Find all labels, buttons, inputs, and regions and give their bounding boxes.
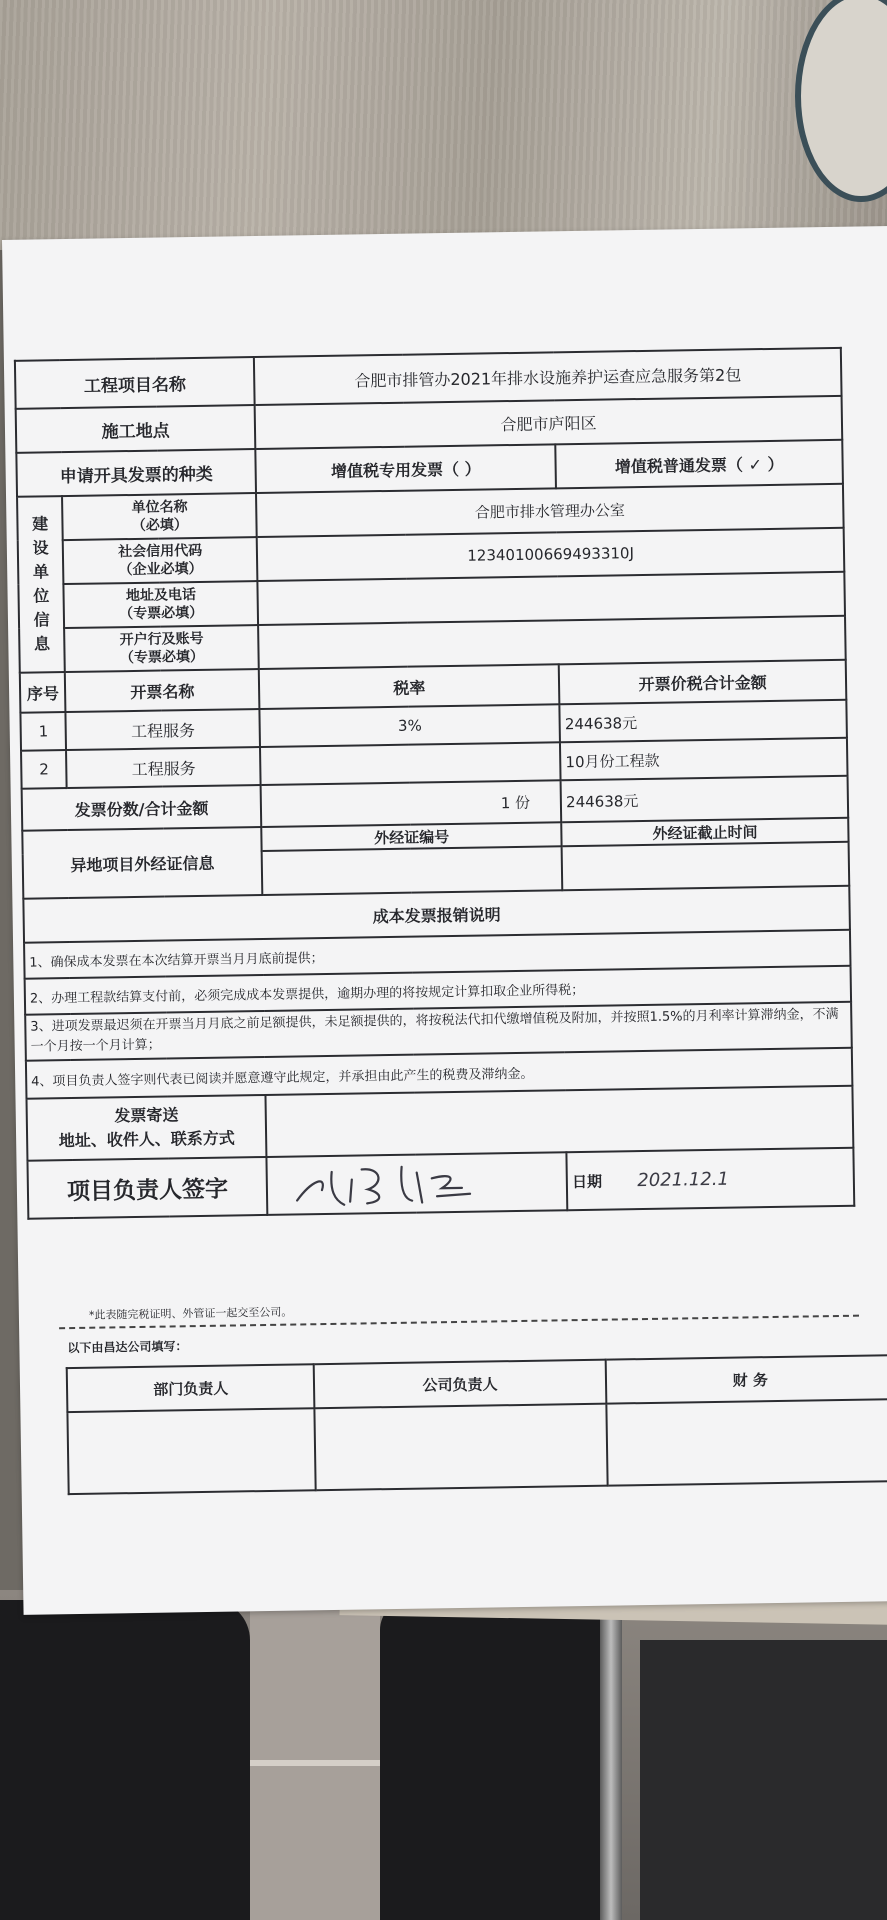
item-no: 1 xyxy=(20,712,66,751)
finance-sign[interactable] xyxy=(606,1399,887,1486)
company-head-label: 公司负责人 xyxy=(314,1360,606,1409)
footnote: *此表随完税证明、外管证一起交至公司。 xyxy=(88,1305,293,1322)
unit-label-char: 单 xyxy=(32,562,50,582)
unit-label-char: 建 xyxy=(32,514,49,534)
offsite-no-label: 外经证编号 xyxy=(261,822,561,851)
project-name-value: 合肥市排管办2021年排水设施养护运查应急服务第2包 xyxy=(254,348,841,405)
total-label: 发票份数/合计金额 xyxy=(22,785,262,831)
company-fill-table xyxy=(66,1354,887,1495)
offsite-no-value[interactable] xyxy=(262,846,563,895)
header-no: 序号 xyxy=(20,672,66,713)
item-name: 工程服务 xyxy=(66,709,260,750)
dark-trousers-left xyxy=(0,1600,250,1920)
site-label: 施工地点 xyxy=(16,405,256,453)
chair-leg xyxy=(600,1600,622,1920)
note-4: 4、项目负责人签字则代表已阅读并愿意遵守此规定，并承担由此产生的税费及滞纳金。 xyxy=(26,1048,852,1099)
finance-label: 财 务 xyxy=(605,1355,887,1404)
dept-head-sign[interactable] xyxy=(67,1408,316,1494)
date-label: 日期 xyxy=(571,1172,603,1191)
note-2: 2、办理工程款结算支付前，必须完成成本发票提供，逾期办理的将按规定计算扣取企业所得税； xyxy=(25,966,851,1015)
invoice-application-form xyxy=(2,226,887,1615)
mail-value[interactable] xyxy=(266,1086,854,1157)
note-3: 3、进项发票最迟须在开票当月月底之前足额提供，未足额提供的，将按税法代扣代缴增值税及附加，并按照1.5%的月利率计算滞纳金，不满一个月按一个月计算； xyxy=(25,1002,852,1061)
date-cell[interactable] xyxy=(567,1148,855,1210)
unit-label-char: 信 xyxy=(33,610,50,630)
main-form-table xyxy=(14,347,855,1220)
offsite-deadline-label: 外经证截止时间 xyxy=(561,818,848,847)
header-tax-rate: 税率 xyxy=(259,664,560,709)
handwritten-signature xyxy=(272,1156,563,1211)
item-amount: 244638元 xyxy=(560,700,847,743)
mail-label: 发票寄送 地址、收件人、联系方式 xyxy=(26,1095,266,1161)
credit-code-label: 社会信用代码 （企业必填） xyxy=(63,537,257,584)
dark-cloth xyxy=(640,1640,887,1920)
item-no: 2 xyxy=(21,750,67,789)
signer-label: 项目负责人签字 xyxy=(27,1157,267,1219)
construction-unit-info-label xyxy=(17,496,65,673)
total-amount: 244638元 xyxy=(561,776,848,822)
invoice-type-label: 申请开具发票的种类 xyxy=(16,449,256,497)
explain-title: 成本发票报销说明 xyxy=(23,886,850,943)
dept-head-label: 部门负责人 xyxy=(67,1364,315,1412)
offsite-deadline-value[interactable] xyxy=(562,842,849,890)
bank-account-label: 开户行及账号 （专票必填） xyxy=(65,625,259,672)
note-1: 1、确保成本发票在本次结算开票当月月底前提供； xyxy=(24,930,850,979)
wooden-table-background xyxy=(0,0,887,250)
site-value: 合肥市庐阳区 xyxy=(255,396,842,449)
project-name-label: 工程项目名称 xyxy=(15,357,255,409)
address-phone-label: 地址及电话 （专票必填） xyxy=(64,581,258,628)
offsite-info-label: 异地项目外经证信息 xyxy=(22,827,262,899)
unit-name-label: 单位名称 （必填） xyxy=(62,493,256,540)
item-rate xyxy=(260,742,561,785)
company-head-sign[interactable] xyxy=(315,1404,608,1491)
total-count: 1 份 xyxy=(261,780,562,827)
unit-label-char: 息 xyxy=(33,634,51,654)
floor-tile-line xyxy=(250,1760,380,1766)
dark-trousers-right xyxy=(380,1600,610,1920)
company-section-title: 以下由昌达公司填写： xyxy=(67,1339,188,1356)
header-invoice-name: 开票名称 xyxy=(65,669,259,712)
item-name: 工程服务 xyxy=(66,747,260,788)
credit-code-value: 12340100669493310J xyxy=(257,528,844,581)
item-amount: 10月份工程款 xyxy=(560,738,847,781)
unit-name-value: 合肥市排水管理办公室 xyxy=(256,484,843,537)
header-total-amount: 开票价税合计金额 xyxy=(559,660,846,704)
signature-cell[interactable] xyxy=(267,1152,568,1215)
date-value: 2021.12.1 xyxy=(637,1168,730,1191)
unit-label-char: 位 xyxy=(33,586,50,606)
vat-normal-option[interactable]: 增值税普通发票（ ✓ ） xyxy=(555,440,842,488)
item-rate: 3% xyxy=(260,704,561,747)
unit-label-char: 设 xyxy=(32,538,49,558)
vat-special-option[interactable]: 增值税专用发票（ ） xyxy=(256,444,557,493)
